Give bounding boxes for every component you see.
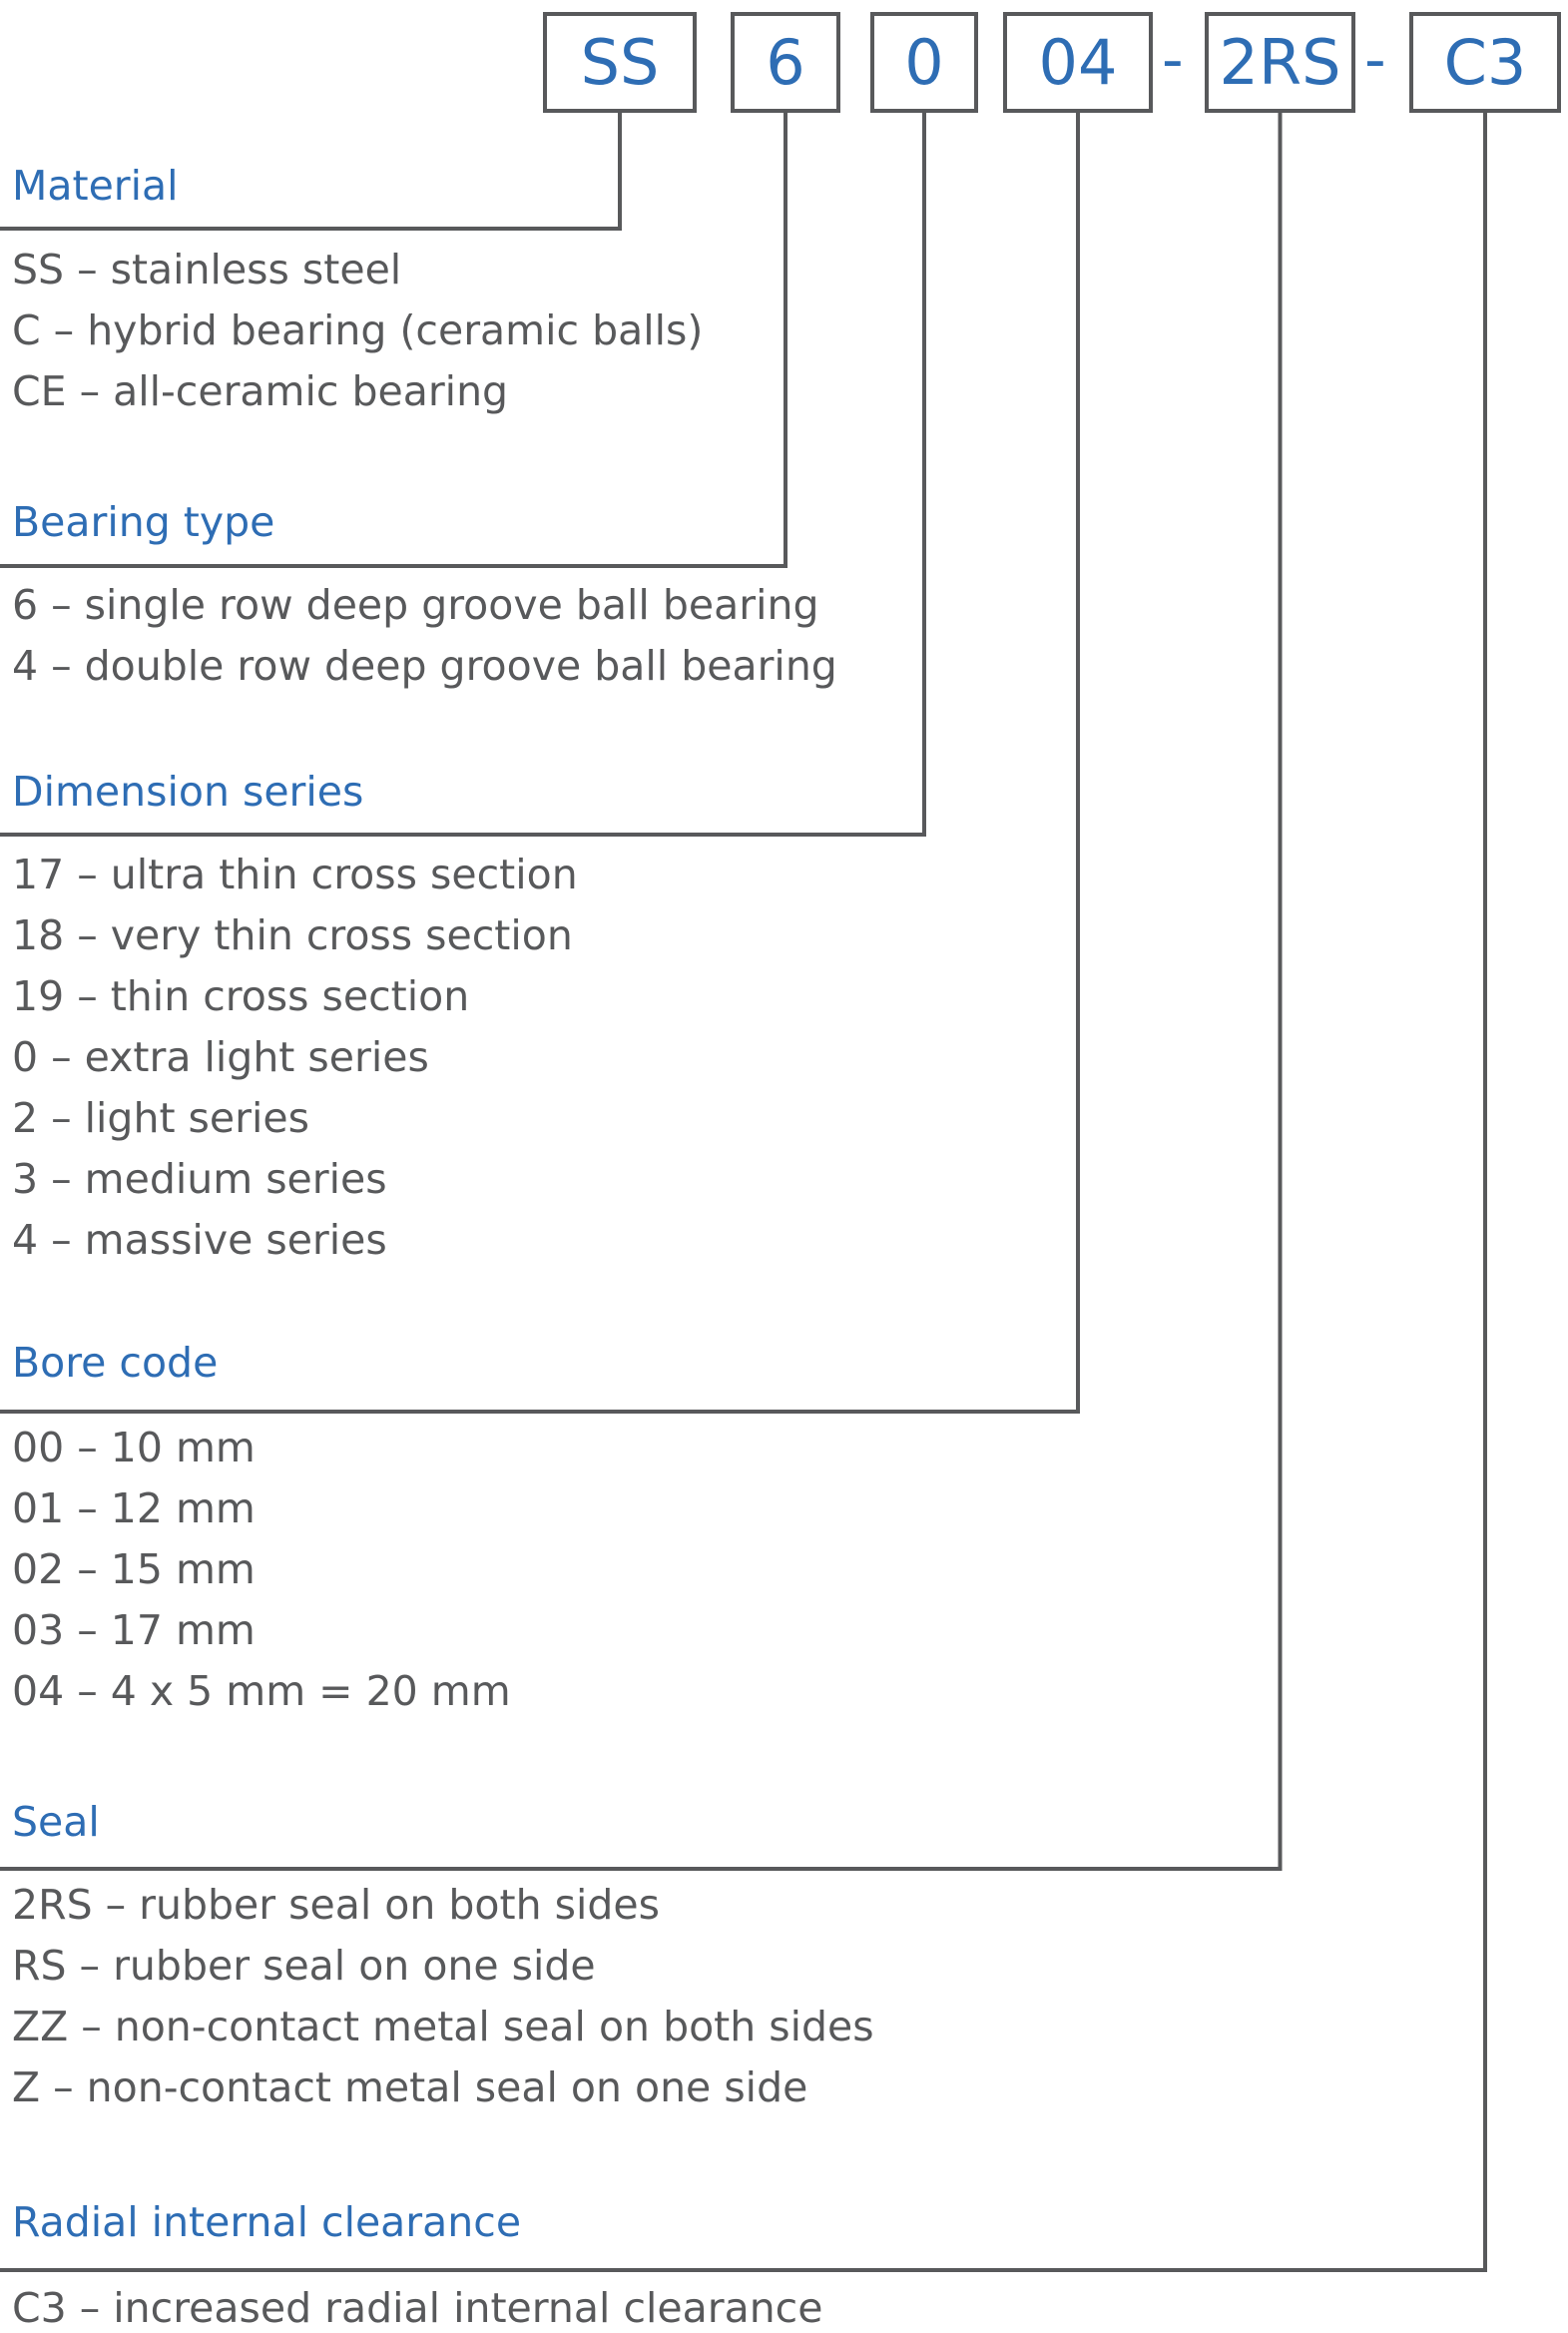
code-box-seal: 2RS [1205, 12, 1355, 113]
list-item: 0 – extra light series [12, 1033, 429, 1081]
section-heading-seal: Seal [12, 1798, 100, 1846]
list-item: SS – stainless steel [12, 246, 402, 293]
list-item: 01 – 12 mm [12, 1484, 256, 1532]
list-item: 19 – thin cross section [12, 972, 470, 1020]
list-item: RS – rubber seal on one side [12, 1942, 596, 1990]
list-item: ZZ – non-contact metal seal on both sides [12, 2003, 874, 2050]
list-item: 17 – ultra thin cross section [12, 851, 578, 898]
code-separator: - [1162, 25, 1184, 95]
list-item: C – hybrid bearing (ceramic balls) [12, 306, 704, 354]
list-item: 3 – medium series [12, 1155, 387, 1203]
section-heading-bearing-type: Bearing type [12, 498, 275, 546]
code-box-bearing-type: 6 [731, 12, 840, 113]
list-item: CE – all-ceramic bearing [12, 367, 509, 415]
list-item: 02 – 15 mm [12, 1545, 256, 1593]
code-box-material: SS [543, 12, 697, 113]
code-box-clearance: C3 [1409, 12, 1561, 113]
list-item: 4 – massive series [12, 1216, 387, 1264]
list-item: 18 – very thin cross section [12, 911, 573, 959]
list-item: Z – non-contact metal seal on one side [12, 2063, 808, 2111]
list-item: C3 – increased radial internal clearance [12, 2284, 823, 2332]
section-heading-radial-clearance: Radial internal clearance [12, 2198, 522, 2246]
code-box-dimension-series: 0 [870, 12, 978, 113]
list-item: 4 – double row deep groove ball bearing [12, 642, 837, 690]
list-item: 04 – 4 x 5 mm = 20 mm [12, 1667, 511, 1715]
list-item: 6 – single row deep groove ball bearing [12, 581, 819, 629]
list-item: 2 – light series [12, 1094, 309, 1142]
code-separator: - [1364, 25, 1386, 95]
section-heading-dimension-series: Dimension series [12, 768, 364, 816]
section-heading-material: Material [12, 162, 179, 210]
section-heading-bore-code: Bore code [12, 1339, 219, 1387]
list-item: 00 – 10 mm [12, 1424, 256, 1471]
code-box-bore-code: 04 [1003, 12, 1153, 113]
list-item: 2RS – rubber seal on both sides [12, 1881, 660, 1929]
list-item: 03 – 17 mm [12, 1606, 256, 1654]
